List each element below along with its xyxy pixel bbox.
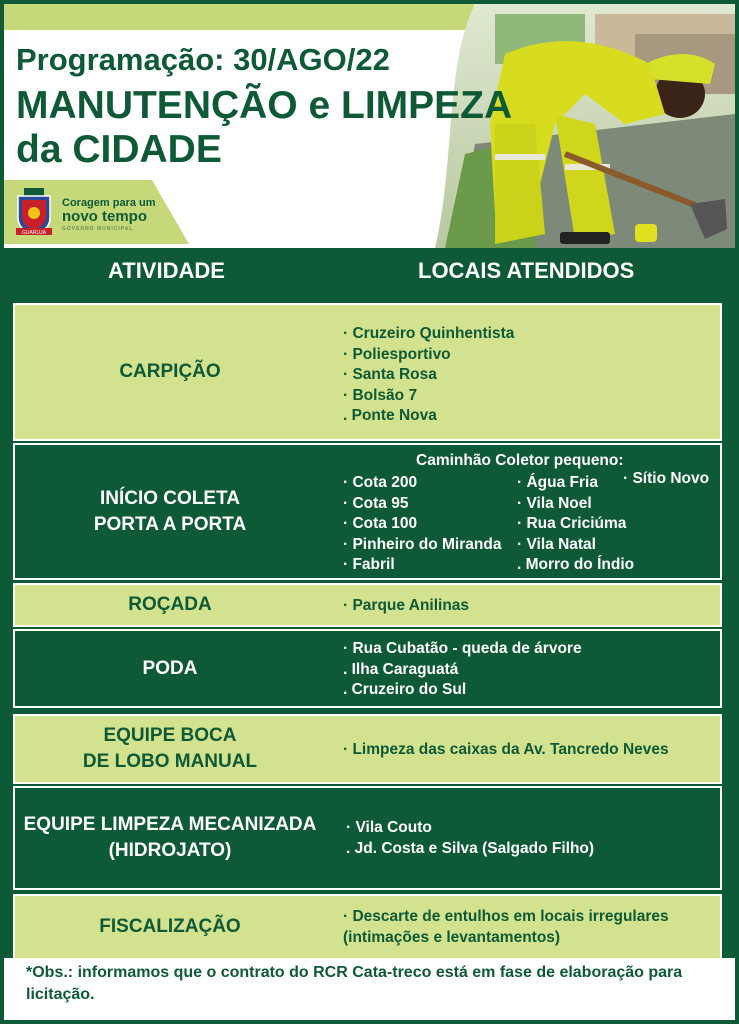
activity-cell: FISCALIZAÇÃO <box>99 916 241 937</box>
activity-cell <box>15 788 325 888</box>
location-item: · Cota 100 <box>343 515 418 532</box>
slogan-line3: GOVERNO MUNICIPAL <box>62 226 134 232</box>
location-item: . Ilha Caraguatá <box>343 660 459 678</box>
activity-line2: (HIDROJATO) <box>108 840 232 861</box>
locations-list <box>343 596 469 617</box>
activity-cell <box>15 445 325 578</box>
location-item: · Fabril <box>343 556 395 573</box>
table-row-fiscalizacao <box>13 894 722 960</box>
activity-line1: EQUIPE LIMPEZA MECANIZADA <box>23 814 317 835</box>
location-item: · Descarte de entulhos em locais irregulares <box>343 908 669 925</box>
locations-list <box>343 740 669 761</box>
table-row-carpicao <box>13 303 722 441</box>
activity-cell: ROÇADA <box>128 594 212 615</box>
location-item: · Vila Couto <box>346 819 432 836</box>
footer-note: *Obs.: informamos que o contrato do RCR Cata-treco está em fase de elaboração para licitação. <box>26 964 683 1003</box>
location-item: · Bolsão 7 <box>343 386 418 404</box>
location-item: · Água Fria <box>517 474 598 491</box>
activity-line1: INÍCIO COLETA <box>99 487 241 509</box>
location-item: . Ponte Nova <box>343 407 437 424</box>
table-row-rocada <box>13 583 722 627</box>
table-row-coleta <box>13 443 722 580</box>
crest-label: GUARUJÁ <box>22 230 46 236</box>
activity-line2: PORTA A PORTA <box>93 513 247 535</box>
table-row-boca-de-lobo <box>13 714 722 784</box>
locations-list <box>343 639 582 701</box>
truck-subheading: Caminhão Coletor pequeno: <box>416 452 624 469</box>
location-item: · Rua Criciúma <box>517 515 627 532</box>
location-item: · Sítio Novo <box>623 470 710 487</box>
activity-cell: CARPIÇÃO <box>119 361 221 382</box>
location-item: · Cota 95 <box>343 494 409 512</box>
city-crest-icon <box>14 188 54 236</box>
location-item: (intimações e levantamentos) <box>343 928 561 946</box>
location-item: · Cota 200 <box>343 474 418 491</box>
locations-col3 <box>623 469 709 490</box>
location-item: · Santa Rosa <box>343 366 437 383</box>
main-title <box>16 84 512 172</box>
header-stripe <box>4 4 474 30</box>
activity-cell: PODA <box>142 657 198 679</box>
main-title-line2: da CIDADE <box>16 128 222 171</box>
slogan-line2: novo tempo <box>62 208 147 225</box>
locations-list <box>343 324 514 427</box>
location-item: . Morro do Índio <box>517 556 635 573</box>
location-item: · Parque Anilinas <box>343 597 470 614</box>
locations-list <box>346 818 594 859</box>
locations-col1 <box>343 473 501 576</box>
activity-cell <box>15 716 325 782</box>
location-item: . Cruzeiro do Sul <box>343 681 467 698</box>
location-item: · Cruzeiro Quinhentista <box>343 325 515 342</box>
location-item: · Rua Cubatão - queda de árvore <box>343 640 582 657</box>
slogan <box>62 197 156 236</box>
location-item: · Poliesportivo <box>343 345 451 363</box>
column-header-locations: LOCAIS ATENDIDOS <box>418 258 635 283</box>
locations-list <box>343 907 669 948</box>
locations-col2 <box>517 473 634 576</box>
location-item: · Limpeza das caixas da Av. Tancredo Neves <box>343 741 669 758</box>
program-date-title: Programação: 30/AGO/22 <box>16 42 390 77</box>
location-item: · Pinheiro do Miranda <box>343 535 502 553</box>
table-row-hidrojato <box>13 786 722 890</box>
activity-line2: DE LOBO MANUAL <box>82 751 258 772</box>
main-title-line1: MANUTENÇÃO e LIMPEZA <box>16 84 513 127</box>
slogan-line1: Coragem para um <box>62 197 156 209</box>
location-item: · Vila Noel <box>517 494 592 512</box>
column-header-activity: ATIVIDADE <box>108 258 225 283</box>
activity-line1: EQUIPE BOCA <box>103 725 237 746</box>
location-item: . Jd. Costa e Silva (Salgado Filho) <box>346 839 595 857</box>
location-item: · Vila Natal <box>517 535 596 553</box>
table-row-poda <box>13 629 722 708</box>
